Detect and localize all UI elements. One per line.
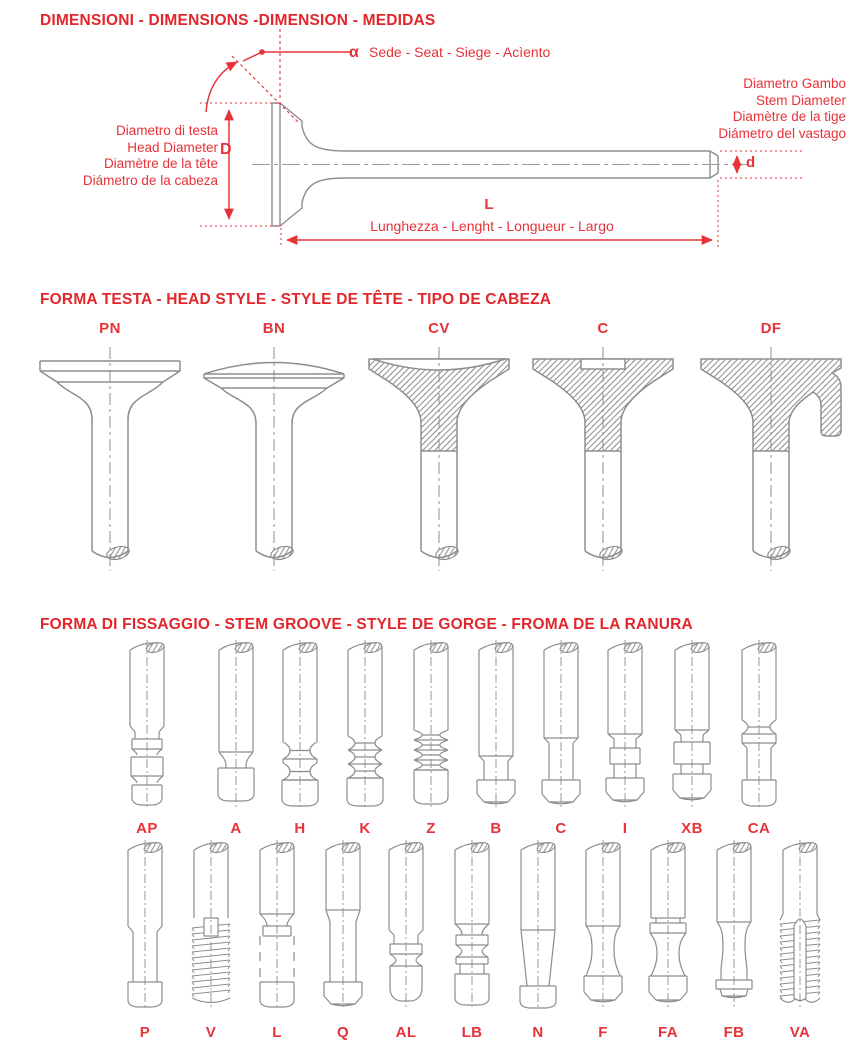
seat-leader-line	[243, 52, 350, 61]
stem-groove-drawing-C	[535, 640, 587, 812]
stem-label-A: A	[230, 820, 242, 837]
stem-label-Z: Z	[426, 820, 436, 837]
stem-groove-drawing-V	[185, 840, 237, 1012]
stem-groove-drawing-XB	[666, 640, 718, 812]
stem-label-H: H	[294, 820, 306, 837]
stem-label-B: B	[490, 820, 502, 837]
dim-D-label: D	[220, 141, 232, 158]
stem-groove-drawing-AP	[121, 640, 173, 812]
stem-groove-drawing-I	[599, 640, 651, 812]
head-diameter-line: Diametro di testa	[115, 123, 218, 138]
dim-d-label: d	[746, 154, 756, 171]
stem-label-P: P	[139, 1024, 151, 1041]
head-style-drawing-DF	[686, 345, 856, 573]
stem-diameter-line: Diametro Gambo	[743, 76, 846, 91]
head-diameter-line: Head Diameter	[127, 139, 218, 155]
stem-groove-drawing-FB	[708, 840, 760, 1012]
head-style-label-BN: BN	[262, 320, 286, 337]
stem-groove-drawing-B	[470, 640, 522, 812]
head-style-drawing-BN	[189, 345, 359, 573]
stem-groove-drawing-H	[274, 640, 326, 812]
stem-label-F: F	[598, 1024, 608, 1041]
stem-groove-drawing-K	[339, 640, 391, 812]
section-dimensions-title: DIMENSIONI - DIMENSIONS -DIMENSION - MEDIDAS	[40, 12, 436, 29]
stem-groove-drawing-L	[251, 840, 303, 1012]
seat-leader-dot	[259, 49, 265, 55]
stem-diameter-line: Diamètre de la tige	[732, 109, 846, 124]
stem-label-VA: VA	[789, 1024, 811, 1041]
seat-label: Sede - Seat - Siege - Acìento	[369, 44, 551, 60]
stem-label-L: L	[272, 1024, 282, 1041]
section-head-styles-title: FORMA TESTA - HEAD STYLE - STYLE DE TÊTE - TIPO DE CABEZA	[40, 291, 552, 308]
stem-label-I: I	[622, 820, 628, 837]
stem-label-AP: AP	[136, 820, 158, 837]
head-style-drawing-PN	[25, 345, 195, 573]
stem-diameter-line: Stem Diameter	[755, 92, 846, 108]
head-style-drawing-CV	[354, 345, 524, 573]
stem-groove-drawing-CA	[733, 640, 785, 812]
section-stem-grooves-title: FORMA DI FISSAGGIO - STEM GROOVE - STYLE DE GORGE - FROMA DE LA RANURA	[40, 616, 693, 633]
dimension-lines	[200, 28, 803, 247]
seat-angle-dashed	[232, 56, 299, 123]
stem-label-FA: FA	[658, 1024, 678, 1041]
stem-groove-drawing-FA	[642, 840, 694, 1012]
head-diameter-line: Diámetro de la cabeza	[82, 172, 218, 188]
stem-groove-drawing-LB	[446, 840, 498, 1012]
stem-label-LB: LB	[461, 1024, 483, 1041]
stem-label-FB: FB	[723, 1024, 745, 1041]
stem-groove-drawing-F	[577, 840, 629, 1012]
stem-groove-drawing-AL	[380, 840, 432, 1012]
stem-label-CA: CA	[747, 820, 771, 837]
stem-groove-drawing-P	[119, 840, 171, 1012]
length-label: Lunghezza - Lenght - Longueur - Largo	[370, 218, 614, 234]
stem-diameter-line: Diámetro del vastago	[718, 125, 846, 141]
stem-label-AL: AL	[395, 1024, 417, 1041]
stem-groove-drawing-Q	[317, 840, 369, 1012]
head-style-drawing-C	[518, 345, 688, 573]
stem-label-N: N	[532, 1024, 544, 1041]
stem-label-C: C	[555, 820, 567, 837]
head-diameter-label-block	[83, 123, 218, 189]
stem-label-V: V	[205, 1024, 217, 1041]
seat-angle-arc	[206, 62, 237, 112]
stem-diameter-label-block	[718, 76, 846, 142]
head-style-label-PN: PN	[99, 320, 121, 337]
head-style-label-DF: DF	[760, 320, 782, 337]
head-diameter-line: Diamètre de la tête	[103, 156, 218, 171]
stem-label-Q: Q	[336, 1024, 350, 1041]
stem-groove-drawing-N	[512, 840, 564, 1012]
dim-L-label: L	[484, 196, 494, 213]
alpha-symbol: α	[349, 44, 359, 61]
stem-groove-drawing-VA	[774, 840, 826, 1012]
head-style-label-CV: CV	[428, 320, 450, 337]
stem-label-XB: XB	[681, 820, 703, 837]
head-style-label-C: C	[597, 320, 609, 337]
stem-label-K: K	[359, 820, 371, 837]
stem-groove-drawing-A	[210, 640, 262, 812]
stem-groove-drawing-Z	[405, 640, 457, 812]
